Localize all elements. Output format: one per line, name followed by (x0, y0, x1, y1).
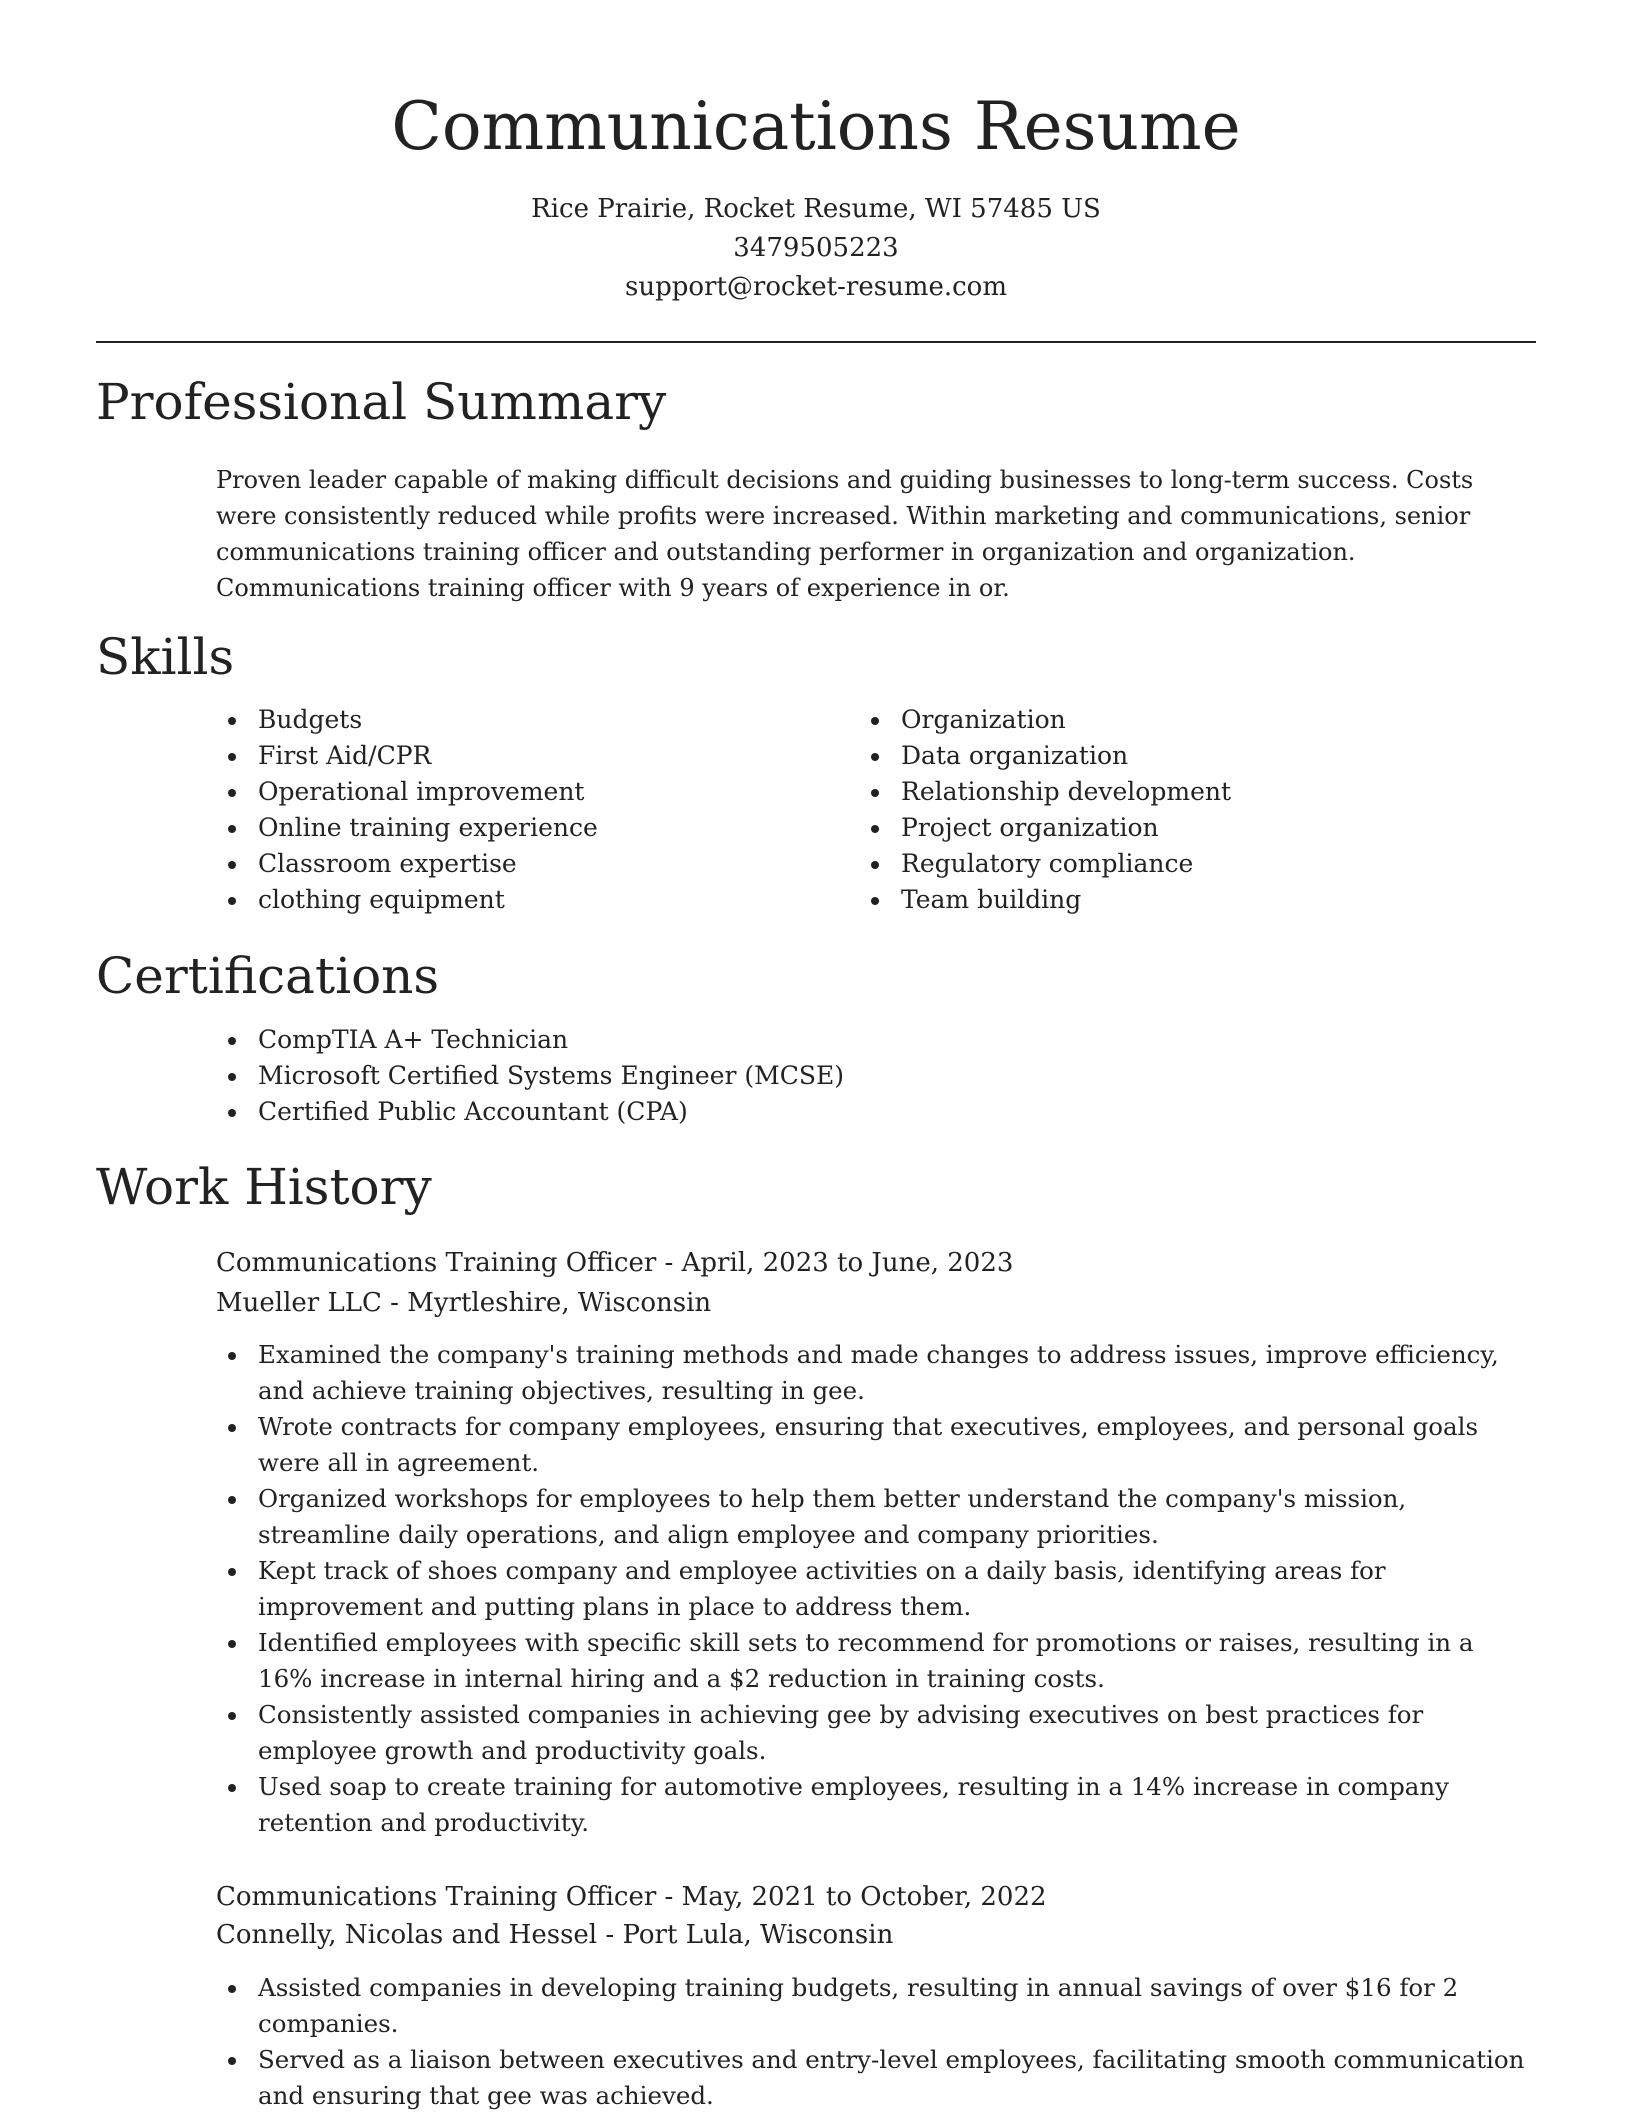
work-history-heading: Work History (96, 1158, 432, 1216)
skills-list-left (214, 702, 834, 918)
skill-item: clothing equipment (214, 882, 834, 918)
certifications-heading: Certifications (96, 947, 440, 1005)
certification-item: CompTIA A+ Technician (214, 1022, 1514, 1058)
job-company: Mueller LLC (216, 1288, 382, 1318)
skill-item: Online training experience (214, 810, 834, 846)
duty-item: Consistently assisted companies in achieving gee by advising executives on best practices for employee growth and productivity goals. (214, 1697, 1534, 1769)
duty-item: Wrote contracts for company employees, ensuring that executives, employees, and personal goals were all in agreement. (214, 1409, 1534, 1481)
duty-item: Assisted companies in developing training budgets, resulting in annual savings of over $16 for 2 companies. (214, 1970, 1534, 2042)
contact-email: support@rocket-resume.com (624, 272, 1007, 302)
job-location: - Myrtleshire, Wisconsin (381, 1288, 712, 1318)
certification-item: Microsoft Certified Systems Engineer (MCSE) (214, 1058, 1514, 1094)
skill-item: Operational improvement (214, 774, 834, 810)
contact-phone: 3479505223 (733, 233, 899, 263)
skill-item: Regulatory compliance (857, 846, 1497, 882)
skill-item: Data organization (857, 738, 1497, 774)
skill-item: Project organization (857, 810, 1497, 846)
resume-title: Communications Resume (391, 88, 1241, 165)
summary-text: Proven leader capable of making difficult decisions and guiding businesses to long-term success. Costs were consistently reduced while profits were increased. Within marketing and communications, senior communications training officer and outstanding performer in organization and organization. Communications training officer with 9 years of experience in or. (216, 466, 1474, 602)
skill-item: Relationship development (857, 774, 1497, 810)
skill-item: Team building (857, 882, 1497, 918)
duty-item: Served as a liaison between executives and entry-level employees, facilitating smooth communication and ensuring that gee was achieved. (214, 2042, 1534, 2114)
duty-item: Identified employees with specific skill sets to recommend for promotions or raises, resulting in a 16% increase in internal hiring and a $2 reduction in training costs. (214, 1625, 1534, 1697)
certification-item: Certified Public Accountant (CPA) (214, 1094, 1514, 1130)
job-location: - Port Lula, Wisconsin (597, 1920, 894, 1950)
job-title-line (216, 1878, 1047, 1916)
header-divider (96, 341, 1536, 343)
job-company: Connelly, Nicolas and Hessel (216, 1920, 598, 1950)
job-duties-list (214, 1337, 1534, 1841)
duty-item: Kept track of shoes company and employee activities on a daily basis, identifying areas for improvement and putting plans in place to address them. (214, 1553, 1534, 1625)
skills-heading: Skills (96, 628, 235, 686)
job-title: Communications Training Officer (216, 1882, 657, 1912)
contact-block (0, 190, 1632, 307)
duty-item: Used soap to create training for automotive employees, resulting in a 14% increase in company retention and productivity. (214, 1769, 1534, 1841)
certifications-list (214, 1022, 1514, 1130)
duty-item: Organized workshops for employees to help them better understand the company's mission, streamline daily operations, and align employee and company priorities. (214, 1481, 1534, 1553)
job-company-line (216, 1284, 711, 1322)
skills-list-right (857, 702, 1497, 918)
job-dates: - May, 2021 to October, 2022 (656, 1882, 1047, 1912)
job-title: Communications Training Officer (216, 1248, 657, 1278)
job-duties-list (214, 1970, 1534, 2114)
skill-item: Budgets (214, 702, 834, 738)
skill-item: Classroom expertise (214, 846, 834, 882)
job-dates: - April, 2023 to June, 2023 (656, 1248, 1014, 1278)
job-title-line (216, 1244, 1013, 1282)
duty-item: Examined the company's training methods and made changes to address issues, improve efficiency, and achieve training objectives, resulting in gee. (214, 1337, 1534, 1409)
summary-heading: Professional Summary (96, 373, 667, 431)
skill-item: First Aid/CPR (214, 738, 834, 774)
job-company-line (216, 1916, 893, 1954)
skill-item: Organization (857, 702, 1497, 738)
contact-address: Rice Prairie, Rocket Resume, WI 57485 US (531, 194, 1101, 224)
